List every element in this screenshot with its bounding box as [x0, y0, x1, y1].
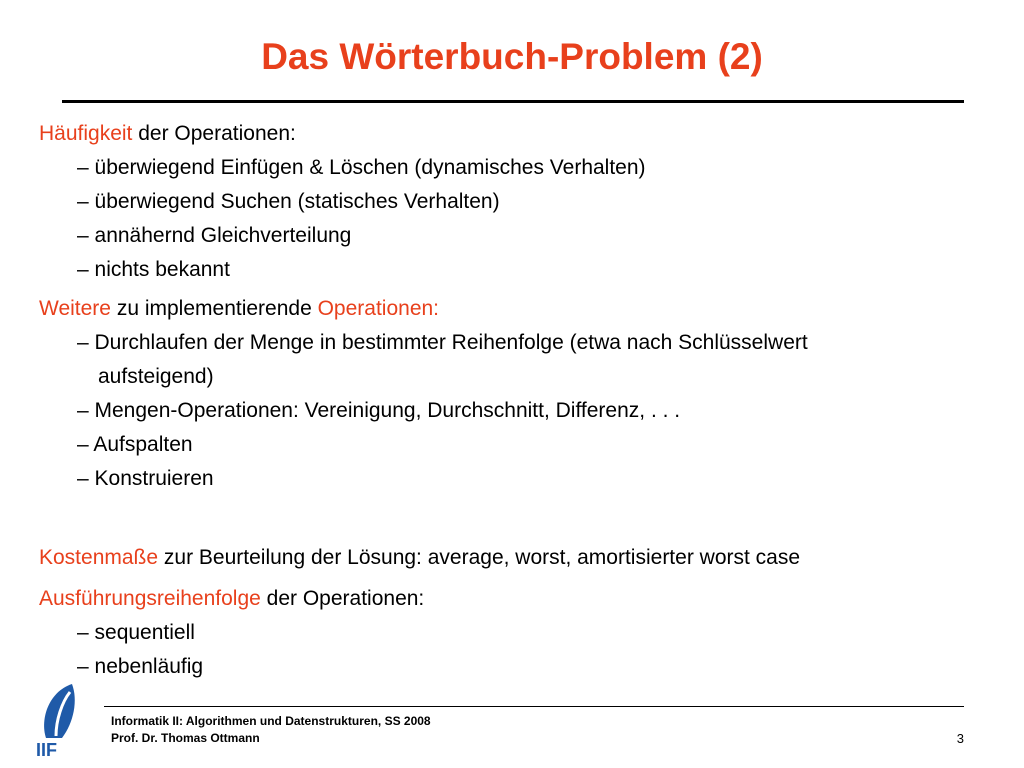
list-item: – nichts bekannt	[77, 258, 230, 281]
list-item: – sequentiell	[77, 621, 195, 644]
list-item: – Aufspalten	[77, 433, 193, 456]
heading-text: der Operationen:	[260, 587, 425, 610]
list-item: – Durchlaufen der Menge in bestimmter Reihenfolge (etwa nach Schlüsselwert	[77, 331, 808, 354]
list-item: – Mengen-Operationen: Vereinigung, Durchschnitt, Differenz, . . .	[77, 399, 681, 422]
section-heading-cost-measures	[39, 547, 800, 568]
highlight-term: Operationen:	[317, 297, 440, 320]
section-heading-execution-order	[39, 588, 424, 609]
highlight-term: Kostenmaße	[39, 546, 159, 569]
footer-divider	[104, 706, 964, 707]
iif-logo-icon	[26, 680, 96, 760]
footer-course: Informatik II: Algorithmen und Datenstrukturen, SS 2008	[111, 714, 431, 728]
heading-text: zu implementierende	[110, 297, 318, 320]
highlight-term: Weitere	[39, 297, 111, 320]
logo-text: IIF	[36, 740, 57, 760]
list-item: – annähernd Gleichverteilung	[77, 224, 352, 247]
page-number: 3	[956, 731, 964, 746]
heading-text: der Operationen:	[132, 122, 296, 145]
highlight-term: Ausführungsreihenfolge	[39, 587, 261, 610]
list-item: – nebenläufig	[77, 655, 204, 678]
highlight-term: Häufigkeit	[39, 122, 133, 145]
section-heading-frequency	[39, 123, 296, 144]
list-item: – überwiegend Suchen (statisches Verhalten)	[77, 190, 500, 213]
section-heading-further-operations	[39, 298, 439, 319]
list-item: – Konstruieren	[77, 467, 214, 490]
list-item-continuation: aufsteigend)	[98, 365, 214, 388]
heading-text: zur Beurteilung der Lösung: average, worst, amortisierter worst case	[158, 546, 801, 569]
list-item: – überwiegend Einfügen & Löschen (dynamisches Verhalten)	[77, 156, 646, 179]
footer-author: Prof. Dr. Thomas Ottmann	[111, 731, 260, 745]
title-divider	[62, 100, 964, 103]
slide-title: Das Wörterbuch-Problem (2)	[261, 36, 763, 77]
